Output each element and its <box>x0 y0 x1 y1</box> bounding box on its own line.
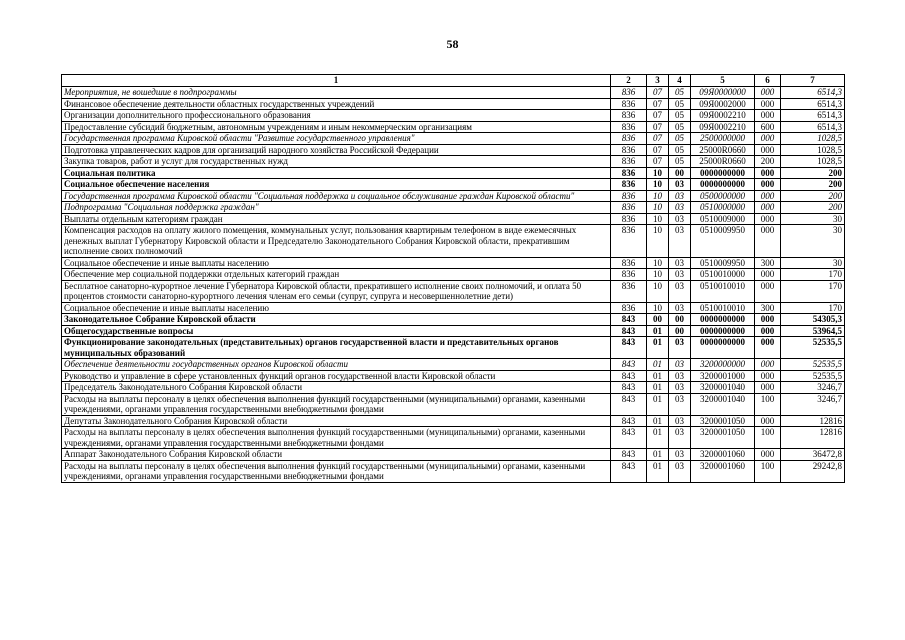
row-value-cell: 836 <box>611 190 647 202</box>
row-value-cell: 200 <box>781 202 845 214</box>
budget-table <box>61 74 845 483</box>
row-value-cell: 836 <box>611 110 647 122</box>
row-value-cell: 01 <box>647 415 669 427</box>
row-value-cell: 836 <box>611 121 647 133</box>
row-value-cell: 03 <box>669 370 691 382</box>
row-value-cell: 000 <box>755 167 781 179</box>
page-number: 58 <box>446 37 459 51</box>
table-row <box>62 87 845 99</box>
header-cell: 5 <box>691 75 755 87</box>
row-value-cell: 2500000000 <box>691 133 755 145</box>
row-value-cell: 000 <box>755 269 781 281</box>
row-value-cell: 07 <box>647 156 669 168</box>
row-value-cell: 09Я0002210 <box>691 121 755 133</box>
row-value-cell: 10 <box>647 213 669 225</box>
row-value-cell: 03 <box>669 415 691 427</box>
row-value-cell: 100 <box>755 427 781 449</box>
row-value-cell: 09Я0002000 <box>691 98 755 110</box>
row-name-cell: Руководство и управление в сфере установленных функций органов государственной власти Кировской области <box>62 370 611 382</box>
row-value-cell: 000 <box>755 359 781 371</box>
row-name-cell: Общегосударственные вопросы <box>62 325 611 337</box>
row-value-cell: 170 <box>781 269 845 281</box>
row-value-cell: 29242,8 <box>781 460 845 482</box>
row-value-cell: 843 <box>611 449 647 461</box>
row-value-cell: 05 <box>669 144 691 156</box>
row-name-cell: Бесплатное санаторно-курортное лечение Губернатора Кировской области, прекратившего исполнение своих полномочий, и оплата 50 процентов стоимости санаторно-курортного лечения членам его семьи (супруг, супруга и несовершеннолетние дети) <box>62 280 611 302</box>
row-value-cell: 10 <box>647 202 669 214</box>
table-row <box>62 280 845 302</box>
row-name-cell: Расходы на выплаты персоналу в целях обеспечения выполнения функций государственными (муниципальными) органами, казенными учреждениями, органами управления государственными внебюджетными фондами <box>62 393 611 415</box>
row-value-cell: 836 <box>611 98 647 110</box>
table-row <box>62 427 845 449</box>
row-value-cell: 000 <box>755 179 781 191</box>
row-value-cell: 10 <box>647 225 669 258</box>
table-row <box>62 213 845 225</box>
table-row <box>62 269 845 281</box>
row-value-cell: 30 <box>781 257 845 269</box>
row-value-cell: 836 <box>611 144 647 156</box>
row-value-cell: 836 <box>611 213 647 225</box>
row-value-cell: 03 <box>669 213 691 225</box>
row-value-cell: 1028,5 <box>781 156 845 168</box>
row-value-cell: 170 <box>781 280 845 302</box>
row-value-cell: 000 <box>755 415 781 427</box>
row-name-cell: Социальное обеспечение и иные выплаты населению <box>62 257 611 269</box>
row-value-cell: 03 <box>669 280 691 302</box>
row-value-cell: 03 <box>669 190 691 202</box>
row-value-cell: 0510010000 <box>691 269 755 281</box>
table-row <box>62 460 845 482</box>
row-value-cell: 01 <box>647 370 669 382</box>
row-value-cell: 03 <box>669 382 691 394</box>
row-value-cell: 200 <box>781 190 845 202</box>
row-value-cell: 836 <box>611 280 647 302</box>
row-value-cell: 000 <box>755 213 781 225</box>
row-value-cell: 6514,3 <box>781 98 845 110</box>
row-value-cell: 836 <box>611 302 647 314</box>
header-cell: 6 <box>755 75 781 87</box>
row-value-cell: 10 <box>647 269 669 281</box>
row-value-cell: 843 <box>611 393 647 415</box>
table-row <box>62 337 845 359</box>
table-row <box>62 325 845 337</box>
row-value-cell: 10 <box>647 167 669 179</box>
table-row <box>62 382 845 394</box>
row-value-cell: 05 <box>669 133 691 145</box>
row-value-cell: 05 <box>669 110 691 122</box>
table-row <box>62 225 845 258</box>
row-value-cell: 843 <box>611 359 647 371</box>
row-name-cell: Социальное обеспечение населения <box>62 179 611 191</box>
table-row <box>62 257 845 269</box>
row-value-cell: 09Я0000000 <box>691 87 755 99</box>
row-value-cell: 1028,5 <box>781 144 845 156</box>
row-value-cell: 836 <box>611 257 647 269</box>
row-value-cell: 836 <box>611 269 647 281</box>
row-value-cell: 25000R0660 <box>691 144 755 156</box>
row-value-cell: 07 <box>647 110 669 122</box>
row-value-cell: 3200001050 <box>691 427 755 449</box>
row-value-cell: 000 <box>755 98 781 110</box>
header-cell: 1 <box>62 75 611 87</box>
row-value-cell: 03 <box>669 337 691 359</box>
row-value-cell: 01 <box>647 325 669 337</box>
row-name-cell: Социальное обеспечение и иные выплаты населению <box>62 302 611 314</box>
row-value-cell: 836 <box>611 225 647 258</box>
row-value-cell: 03 <box>669 202 691 214</box>
row-value-cell: 54305,3 <box>781 314 845 326</box>
row-value-cell: 10 <box>647 179 669 191</box>
row-value-cell: 836 <box>611 179 647 191</box>
row-value-cell: 52535,5 <box>781 370 845 382</box>
row-value-cell: 0000000000 <box>691 337 755 359</box>
row-name-cell: Функционирование законодательных (представительных) органов государственной власти и представительных органов муниципальных образований <box>62 337 611 359</box>
row-value-cell: 03 <box>669 449 691 461</box>
table-row <box>62 167 845 179</box>
row-value-cell: 25000R0660 <box>691 156 755 168</box>
row-name-cell: Предоставление субсидий бюджетным, автономным учреждениям и иным некоммерческим организациям <box>62 121 611 133</box>
row-value-cell: 3200001000 <box>691 370 755 382</box>
row-value-cell: 3200001050 <box>691 415 755 427</box>
row-value-cell: 0000000000 <box>691 167 755 179</box>
row-value-cell: 0500000000 <box>691 190 755 202</box>
table-row <box>62 449 845 461</box>
row-value-cell: 53964,5 <box>781 325 845 337</box>
row-value-cell: 1028,5 <box>781 133 845 145</box>
row-value-cell: 01 <box>647 337 669 359</box>
row-value-cell: 03 <box>669 460 691 482</box>
row-name-cell: Подпрограмма "Социальная поддержка граждан" <box>62 202 611 214</box>
row-value-cell: 3200001040 <box>691 382 755 394</box>
row-value-cell: 000 <box>755 190 781 202</box>
row-name-cell: Депутаты Законодательного Собрания Кировской области <box>62 415 611 427</box>
row-value-cell: 843 <box>611 370 647 382</box>
row-value-cell: 10 <box>647 280 669 302</box>
row-value-cell: 03 <box>669 427 691 449</box>
row-value-cell: 03 <box>669 359 691 371</box>
row-value-cell: 300 <box>755 302 781 314</box>
table-row <box>62 133 845 145</box>
row-value-cell: 000 <box>755 449 781 461</box>
row-value-cell: 01 <box>647 460 669 482</box>
table-row <box>62 110 845 122</box>
row-value-cell: 843 <box>611 415 647 427</box>
row-value-cell: 843 <box>611 314 647 326</box>
row-value-cell: 07 <box>647 98 669 110</box>
row-value-cell: 03 <box>669 302 691 314</box>
row-value-cell: 600 <box>755 121 781 133</box>
row-value-cell: 10 <box>647 257 669 269</box>
row-value-cell: 843 <box>611 337 647 359</box>
row-value-cell: 07 <box>647 87 669 99</box>
row-value-cell: 000 <box>755 144 781 156</box>
row-value-cell: 000 <box>755 370 781 382</box>
table-row <box>62 156 845 168</box>
row-value-cell: 3246,7 <box>781 393 845 415</box>
row-value-cell: 01 <box>647 449 669 461</box>
row-value-cell: 3246,7 <box>781 382 845 394</box>
table-row <box>62 202 845 214</box>
row-value-cell: 843 <box>611 460 647 482</box>
row-name-cell: Аппарат Законодательного Собрания Кировской области <box>62 449 611 461</box>
row-value-cell: 843 <box>611 382 647 394</box>
row-value-cell: 01 <box>647 382 669 394</box>
row-value-cell: 000 <box>755 202 781 214</box>
table-row <box>62 314 845 326</box>
table-row <box>62 393 845 415</box>
table-row <box>62 179 845 191</box>
row-value-cell: 836 <box>611 156 647 168</box>
row-value-cell: 01 <box>647 393 669 415</box>
row-value-cell: 01 <box>647 427 669 449</box>
row-name-cell: Закупка товаров, работ и услуг для государственных нужд <box>62 156 611 168</box>
row-name-cell: Финансовое обеспечение деятельности областных государственных учреждений <box>62 98 611 110</box>
row-value-cell: 3200001060 <box>691 449 755 461</box>
row-value-cell: 0000000000 <box>691 179 755 191</box>
header-cell: 3 <box>647 75 669 87</box>
row-name-cell: Председатель Законодательного Собрания Кировской области <box>62 382 611 394</box>
row-value-cell: 05 <box>669 87 691 99</box>
row-name-cell: Государственная программа Кировской области "Социальная поддержка и социальное обслуживание граждан Кировской области" <box>62 190 611 202</box>
row-value-cell: 01 <box>647 359 669 371</box>
row-value-cell: 10 <box>647 302 669 314</box>
row-value-cell: 300 <box>755 257 781 269</box>
row-value-cell: 836 <box>611 202 647 214</box>
row-value-cell: 836 <box>611 87 647 99</box>
row-value-cell: 0510010010 <box>691 280 755 302</box>
row-name-cell: Выплаты отдельным категориям граждан <box>62 213 611 225</box>
row-name-cell: Мероприятия, не вошедшие в подпрограммы <box>62 87 611 99</box>
row-name-cell: Законодательное Собрание Кировской области <box>62 314 611 326</box>
header-cell: 7 <box>781 75 845 87</box>
row-value-cell: 03 <box>669 257 691 269</box>
row-name-cell: Расходы на выплаты персоналу в целях обеспечения выполнения функций государственными (муниципальными) органами, казенными учреждениями, органами управления государственными внебюджетными фондами <box>62 460 611 482</box>
row-name-cell: Государственная программа Кировской области "Развитие государственного управления" <box>62 133 611 145</box>
row-value-cell: 6514,3 <box>781 110 845 122</box>
row-value-cell: 3200001060 <box>691 460 755 482</box>
row-value-cell: 000 <box>755 225 781 258</box>
row-value-cell: 09Я0002210 <box>691 110 755 122</box>
row-value-cell: 000 <box>755 280 781 302</box>
row-value-cell: 0510010010 <box>691 302 755 314</box>
row-value-cell: 12816 <box>781 415 845 427</box>
row-value-cell: 03 <box>669 393 691 415</box>
row-value-cell: 000 <box>755 133 781 145</box>
row-value-cell: 200 <box>781 167 845 179</box>
row-value-cell: 843 <box>611 325 647 337</box>
row-value-cell: 03 <box>669 179 691 191</box>
table-row <box>62 370 845 382</box>
header-row <box>62 75 845 87</box>
row-value-cell: 100 <box>755 460 781 482</box>
table-row <box>62 359 845 371</box>
row-value-cell: 0510000000 <box>691 202 755 214</box>
row-value-cell: 03 <box>669 225 691 258</box>
row-value-cell: 000 <box>755 110 781 122</box>
table-body <box>62 87 845 483</box>
row-value-cell: 6514,3 <box>781 87 845 99</box>
row-value-cell: 836 <box>611 133 647 145</box>
row-value-cell: 843 <box>611 427 647 449</box>
row-value-cell: 0000000000 <box>691 314 755 326</box>
row-value-cell: 10 <box>647 190 669 202</box>
row-value-cell: 07 <box>647 144 669 156</box>
row-value-cell: 170 <box>781 302 845 314</box>
row-value-cell: 100 <box>755 393 781 415</box>
row-value-cell: 52535,5 <box>781 337 845 359</box>
row-value-cell: 05 <box>669 121 691 133</box>
row-value-cell: 00 <box>669 167 691 179</box>
row-name-cell: Социальная политика <box>62 167 611 179</box>
row-name-cell: Обеспечение деятельности государственных органов Кировской области <box>62 359 611 371</box>
row-value-cell: 0510009950 <box>691 225 755 258</box>
table-row <box>62 98 845 110</box>
row-value-cell: 836 <box>611 167 647 179</box>
row-value-cell: 6514,3 <box>781 121 845 133</box>
row-value-cell: 0000000000 <box>691 325 755 337</box>
header-cell: 4 <box>669 75 691 87</box>
row-name-cell: Подготовка управленческих кадров для организаций народного хозяйства Российской Федерации <box>62 144 611 156</box>
row-value-cell: 0510009950 <box>691 257 755 269</box>
row-value-cell: 000 <box>755 382 781 394</box>
row-value-cell: 000 <box>755 325 781 337</box>
row-value-cell: 00 <box>647 314 669 326</box>
row-value-cell: 200 <box>781 179 845 191</box>
row-name-cell: Обеспечение мер социальной поддержки отдельных категорий граждан <box>62 269 611 281</box>
row-name-cell: Расходы на выплаты персоналу в целях обеспечения выполнения функций государственными (муниципальными) органами, казенными учреждениями, органами управления государственными внебюджетными фондами <box>62 427 611 449</box>
header-cell: 2 <box>611 75 647 87</box>
table-row <box>62 190 845 202</box>
row-value-cell: 30 <box>781 225 845 258</box>
table-row <box>62 144 845 156</box>
row-value-cell: 52535,5 <box>781 359 845 371</box>
row-value-cell: 00 <box>669 325 691 337</box>
row-value-cell: 0510009000 <box>691 213 755 225</box>
row-name-cell: Компенсация расходов на оплату жилого помещения, коммунальных услуг, пользования квартирным телефоном в виде ежемесячных денежных выплат Губернатору Кировской области и Председателю Законодательного Собрания Кировской области, прекратившим исполнение своих полномочий <box>62 225 611 258</box>
row-value-cell: 000 <box>755 314 781 326</box>
table-row <box>62 121 845 133</box>
row-value-cell: 07 <box>647 133 669 145</box>
row-value-cell: 07 <box>647 121 669 133</box>
table-row <box>62 415 845 427</box>
row-value-cell: 05 <box>669 98 691 110</box>
table-row <box>62 302 845 314</box>
row-value-cell: 00 <box>669 314 691 326</box>
row-value-cell: 3200001040 <box>691 393 755 415</box>
row-value-cell: 03 <box>669 269 691 281</box>
row-value-cell: 000 <box>755 337 781 359</box>
row-value-cell: 05 <box>669 156 691 168</box>
row-value-cell: 36472,8 <box>781 449 845 461</box>
row-value-cell: 000 <box>755 87 781 99</box>
row-name-cell: Организации дополнительного профессионального образования <box>62 110 611 122</box>
row-value-cell: 200 <box>755 156 781 168</box>
row-value-cell: 30 <box>781 213 845 225</box>
row-value-cell: 12816 <box>781 427 845 449</box>
row-value-cell: 3200000000 <box>691 359 755 371</box>
